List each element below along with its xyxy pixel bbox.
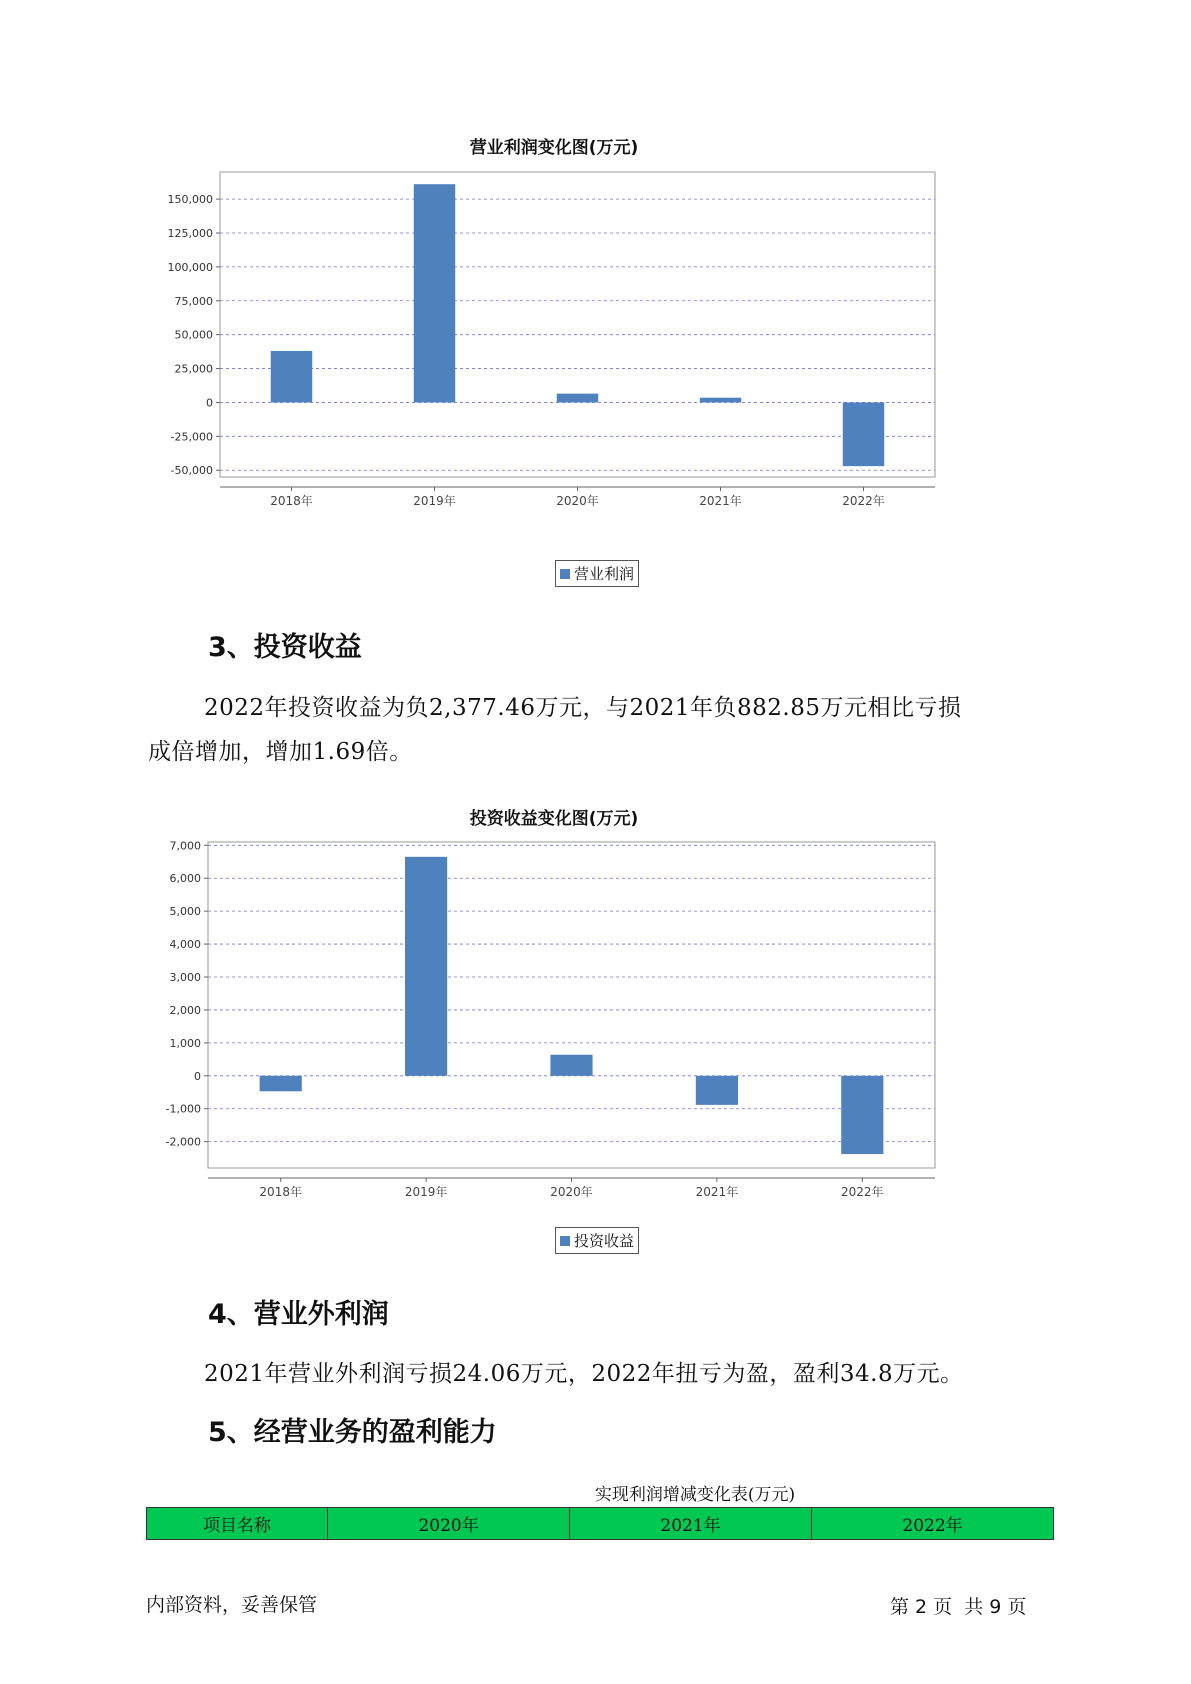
section3-heading: 3、投资收益 [208, 632, 362, 663]
legend-swatch-icon [560, 569, 570, 579]
y-tick-label: 150,000 [167, 193, 213, 207]
x-tick-label: 2018年 [270, 494, 313, 508]
y-tick-label: -1,000 [165, 1102, 201, 1116]
investment-income-chart [130, 835, 1030, 1199]
footer-left: 内部资料，妥善保管 [146, 1594, 318, 1616]
y-tick-label: 7,000 [169, 839, 201, 853]
table-caption: 实现利润增减变化表(万元) [594, 1485, 796, 1505]
chart2-legend [555, 1227, 639, 1254]
section3-para-line2: 成倍增加，增加1.69倍。 [148, 739, 413, 765]
bar [696, 1076, 738, 1105]
operating-profit-chart [130, 165, 1030, 525]
y-tick-label: 100,000 [167, 260, 213, 274]
section5-heading: 5、经营业务的盈利能力 [208, 1417, 497, 1448]
y-tick-label: 1,000 [169, 1036, 201, 1050]
x-tick-label: 2022年 [842, 494, 885, 508]
chart1-title: 营业利润变化图(万元) [469, 138, 639, 158]
y-tick-label: -50,000 [170, 464, 213, 478]
bar [414, 184, 455, 402]
bar [700, 398, 741, 403]
footer-page-number: 第 2 页 共 9 页 [890, 1596, 1027, 1618]
x-tick-label: 2020年 [556, 494, 599, 508]
y-tick-label: 25,000 [174, 362, 213, 376]
x-tick-label: 2020年 [550, 1185, 593, 1199]
y-tick-label: 125,000 [167, 227, 213, 240]
plot-area [208, 842, 935, 1168]
bar [271, 351, 312, 403]
chart1-legend-label: 营业利润 [574, 565, 635, 583]
x-tick-label: 2021年 [695, 1185, 739, 1199]
y-tick-label: -25,000 [170, 430, 213, 444]
y-tick-label: 0 [194, 1069, 201, 1083]
y-tick-label: 0 [206, 396, 213, 410]
bar [841, 1076, 883, 1154]
y-tick-label: 50,000 [174, 328, 213, 342]
bar [405, 857, 447, 1076]
y-tick-label: 2,000 [169, 1003, 201, 1017]
bar [550, 1055, 592, 1076]
table-header-cell: 2020年 [328, 1508, 570, 1540]
plot-area [220, 172, 935, 477]
bar [557, 394, 598, 403]
bar [260, 1076, 302, 1091]
y-tick-label: 3,000 [169, 971, 201, 985]
y-tick-label: -2,000 [165, 1135, 201, 1149]
x-tick-label: 2019年 [404, 1185, 448, 1199]
table-header-cell: 项目名称 [147, 1508, 328, 1540]
x-tick-label: 2019年 [413, 494, 456, 508]
y-tick-label: 5,000 [169, 905, 201, 919]
table-header-cell: 2021年 [570, 1508, 812, 1540]
x-tick-label: 2018年 [259, 1185, 302, 1199]
y-tick-label: 4,000 [169, 938, 201, 952]
chart2-legend-label: 投资收益 [574, 1232, 635, 1250]
x-tick-label: 2021年 [699, 494, 742, 508]
bar [843, 402, 884, 466]
chart2-title: 投资收益变化图(万元) [469, 809, 639, 829]
y-tick-label: 6,000 [169, 872, 201, 886]
table-header-row [147, 1508, 1054, 1540]
section4-heading: 4、营业外利润 [208, 1299, 389, 1330]
table-header-cell: 2022年 [812, 1508, 1054, 1540]
x-tick-label: 2022年 [841, 1185, 884, 1199]
profit-change-table [146, 1507, 1054, 1540]
section4-para: 2021年营业外利润亏损24.06万元，2022年扭亏为盈，盈利34.8万元。 [204, 1361, 964, 1387]
chart1-legend [555, 560, 639, 587]
legend-swatch-icon [560, 1236, 570, 1246]
y-tick-label: 75,000 [174, 294, 213, 308]
section3-para-line1: 2022年投资收益为负2,377.46万元，与2021年负882.85万元相比亏损 [204, 695, 962, 721]
